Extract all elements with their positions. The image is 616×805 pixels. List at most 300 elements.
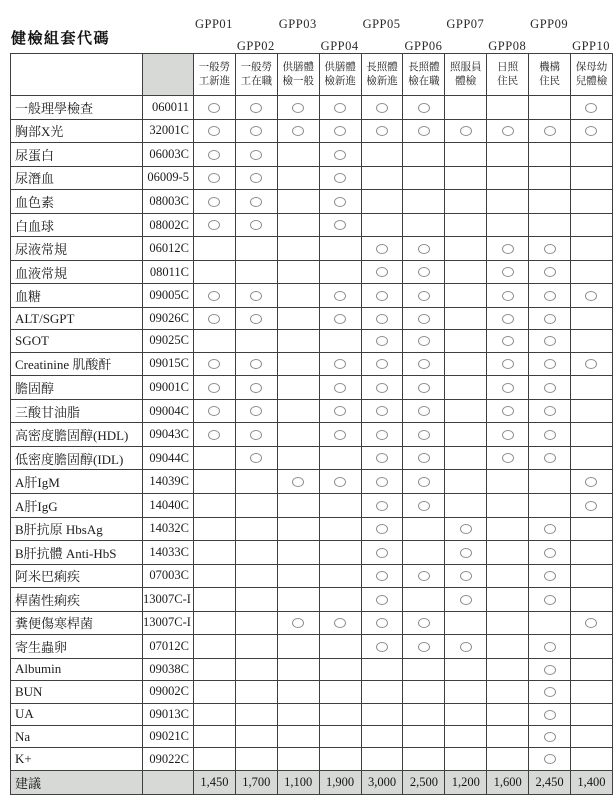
price-cell: 3,000 [361, 771, 403, 795]
mark-cell [319, 352, 361, 376]
mark-cell [529, 470, 571, 494]
mark-cell [361, 237, 403, 261]
mark-cell [571, 446, 613, 470]
mark-cell [319, 119, 361, 143]
footer-code-cell [143, 771, 194, 795]
test-name: 一般理學檢查 [11, 96, 143, 120]
test-code: 09044C [143, 446, 194, 470]
column-header-gpp04: 供膳體 檢新進 [319, 54, 361, 96]
test-code: 07012C [143, 635, 194, 659]
test-code: 09005C [143, 284, 194, 308]
mark-cell [571, 588, 613, 612]
mark-cell [361, 399, 403, 423]
mark-cell [319, 260, 361, 284]
mark-cell [361, 446, 403, 470]
mark-cell [319, 611, 361, 635]
table-row [11, 119, 613, 143]
mark-cell [319, 376, 361, 400]
test-code: 06012C [143, 237, 194, 261]
test-name: 尿液常規 [11, 237, 143, 261]
mark-cell [445, 611, 487, 635]
mark-cell [445, 470, 487, 494]
included-circle-icon [376, 524, 388, 534]
mark-cell [529, 517, 571, 541]
mark-cell [319, 284, 361, 308]
included-circle-icon [585, 103, 597, 113]
mark-cell [445, 517, 487, 541]
table-row [11, 470, 613, 494]
included-circle-icon [460, 571, 472, 581]
mark-cell [277, 611, 319, 635]
mark-cell [319, 564, 361, 588]
test-name: K+ [11, 748, 143, 771]
included-circle-icon [376, 126, 388, 136]
included-circle-icon [418, 642, 430, 652]
mark-cell [361, 423, 403, 447]
table-row [11, 260, 613, 284]
mark-cell [361, 213, 403, 237]
mark-cell [487, 611, 529, 635]
included-circle-icon [250, 430, 262, 440]
included-circle-icon [208, 197, 220, 207]
mark-cell [235, 658, 277, 680]
included-circle-icon [208, 173, 220, 183]
column-code-label: GPP08 [488, 39, 527, 53]
mark-cell [529, 725, 571, 747]
test-code: 13007C-I [143, 611, 194, 635]
mark-cell [403, 611, 445, 635]
mark-cell [487, 517, 529, 541]
included-circle-icon [544, 359, 556, 369]
mark-cell [235, 213, 277, 237]
mark-cell [403, 399, 445, 423]
mark-cell [571, 399, 613, 423]
mark-cell [487, 399, 529, 423]
mark-cell [487, 96, 529, 120]
included-circle-icon [585, 501, 597, 511]
mark-cell [277, 190, 319, 214]
included-circle-icon [208, 150, 220, 160]
mark-cell [487, 681, 529, 703]
table-row [11, 330, 613, 352]
included-circle-icon [376, 642, 388, 652]
included-circle-icon [208, 220, 220, 230]
included-circle-icon [334, 383, 346, 393]
test-code: 08011C [143, 260, 194, 284]
table-row [11, 96, 613, 120]
price-cell: 1,100 [277, 771, 319, 795]
test-code: 14032C [143, 517, 194, 541]
test-name: B肝抗原 HbsAg [11, 517, 143, 541]
mark-cell [235, 119, 277, 143]
mark-cell [403, 143, 445, 167]
included-circle-icon [376, 383, 388, 393]
mark-cell [445, 330, 487, 352]
included-circle-icon [585, 126, 597, 136]
mark-cell [487, 423, 529, 447]
test-code: 09004C [143, 399, 194, 423]
included-circle-icon [250, 453, 262, 463]
included-circle-icon [418, 406, 430, 416]
corner-cell-codes [143, 54, 194, 96]
mark-cell [529, 399, 571, 423]
test-name: ALT/SGPT [11, 307, 143, 329]
column-code-gpp04 [319, 17, 361, 54]
mark-cell [445, 190, 487, 214]
mark-cell [194, 470, 236, 494]
mark-cell [235, 748, 277, 771]
mark-cell [235, 703, 277, 725]
mark-cell [361, 330, 403, 352]
mark-cell [277, 635, 319, 659]
table-row [11, 190, 613, 214]
included-circle-icon [502, 291, 514, 301]
mark-cell [445, 119, 487, 143]
mark-cell [361, 260, 403, 284]
mark-cell [571, 376, 613, 400]
mark-cell [403, 166, 445, 190]
mark-cell [277, 703, 319, 725]
mark-cell [277, 517, 319, 541]
mark-cell [319, 681, 361, 703]
included-circle-icon [334, 430, 346, 440]
test-name: 白血球 [11, 213, 143, 237]
mark-cell [235, 446, 277, 470]
included-circle-icon [544, 383, 556, 393]
column-header-gpp10: 保母幼 兒體檢 [571, 54, 613, 96]
mark-cell [529, 446, 571, 470]
mark-cell [319, 96, 361, 120]
mark-cell [319, 703, 361, 725]
column-code-gpp03 [277, 17, 319, 54]
included-circle-icon [418, 571, 430, 581]
mark-cell [445, 635, 487, 659]
mark-cell [487, 635, 529, 659]
included-circle-icon [418, 314, 430, 324]
table-row [11, 237, 613, 261]
included-circle-icon [544, 267, 556, 277]
mark-cell [194, 517, 236, 541]
column-code-label: GPP01 [194, 17, 233, 31]
mark-cell [277, 564, 319, 588]
included-circle-icon [418, 359, 430, 369]
mark-cell [403, 564, 445, 588]
included-circle-icon [250, 383, 262, 393]
mark-cell [487, 166, 529, 190]
mark-cell [403, 588, 445, 612]
included-circle-icon [460, 595, 472, 605]
test-name: 桿菌性痢疾 [11, 588, 143, 612]
mark-cell [235, 564, 277, 588]
column-code-label: GPP03 [278, 17, 317, 31]
included-circle-icon [544, 571, 556, 581]
mark-cell [571, 725, 613, 747]
mark-cell [319, 517, 361, 541]
mark-cell [319, 725, 361, 747]
test-code: 09015C [143, 352, 194, 376]
included-circle-icon [250, 291, 262, 301]
table-row [11, 143, 613, 167]
included-circle-icon [334, 103, 346, 113]
mark-cell [235, 284, 277, 308]
column-code-label: GPP09 [530, 17, 569, 31]
mark-cell [194, 725, 236, 747]
mark-cell [445, 703, 487, 725]
column-code-label: GPP05 [362, 17, 401, 31]
mark-cell [361, 725, 403, 747]
mark-cell [361, 681, 403, 703]
mark-cell [194, 260, 236, 284]
table-body [11, 96, 613, 771]
page-title: 健檢組套代碼 [11, 31, 111, 47]
included-circle-icon [544, 548, 556, 558]
test-code: 14039C [143, 470, 194, 494]
included-circle-icon [544, 665, 556, 675]
mark-cell [529, 658, 571, 680]
mark-cell [277, 658, 319, 680]
test-name: 糞便傷寒桿菌 [11, 611, 143, 635]
mark-cell [529, 119, 571, 143]
included-circle-icon [376, 244, 388, 254]
included-circle-icon [208, 359, 220, 369]
mark-cell [403, 213, 445, 237]
mark-cell [487, 190, 529, 214]
table-row [11, 748, 613, 771]
price-cell: 1,700 [235, 771, 277, 795]
mark-cell [194, 611, 236, 635]
mark-cell [361, 166, 403, 190]
mark-cell [529, 681, 571, 703]
mark-cell [277, 284, 319, 308]
test-name: A肝IgM [11, 470, 143, 494]
included-circle-icon [334, 477, 346, 487]
test-name: Albumin [11, 658, 143, 680]
mark-cell [319, 493, 361, 517]
test-code: 09021C [143, 725, 194, 747]
mark-cell [361, 748, 403, 771]
mark-cell [487, 143, 529, 167]
mark-cell [194, 330, 236, 352]
included-circle-icon [460, 524, 472, 534]
test-code: 09025C [143, 330, 194, 352]
included-circle-icon [334, 314, 346, 324]
included-circle-icon [250, 314, 262, 324]
test-name: 血色素 [11, 190, 143, 214]
included-circle-icon [250, 359, 262, 369]
mark-cell [529, 284, 571, 308]
header-row [11, 54, 613, 96]
mark-cell [403, 237, 445, 261]
mark-cell [529, 748, 571, 771]
mark-cell [571, 260, 613, 284]
mark-cell [403, 423, 445, 447]
mark-cell [529, 376, 571, 400]
footer-row [11, 771, 613, 795]
included-circle-icon [502, 359, 514, 369]
mark-cell [319, 658, 361, 680]
mark-cell [445, 96, 487, 120]
table-row [11, 588, 613, 612]
mark-cell [361, 611, 403, 635]
mark-cell [529, 493, 571, 517]
mark-cell [403, 352, 445, 376]
column-code-gpp10 [570, 17, 612, 54]
mark-cell [277, 446, 319, 470]
mark-cell [487, 446, 529, 470]
mark-cell [319, 213, 361, 237]
included-circle-icon [376, 336, 388, 346]
included-circle-icon [585, 618, 597, 628]
included-circle-icon [502, 244, 514, 254]
table-row [11, 493, 613, 517]
included-circle-icon [544, 244, 556, 254]
mark-cell [487, 470, 529, 494]
included-circle-icon [418, 501, 430, 511]
mark-cell [235, 635, 277, 659]
mark-cell [235, 190, 277, 214]
mark-cell [194, 119, 236, 143]
mark-cell [235, 352, 277, 376]
mark-cell [445, 725, 487, 747]
mark-cell [194, 493, 236, 517]
mark-cell [277, 119, 319, 143]
column-code-label: GPP06 [404, 39, 443, 53]
column-header-gpp07: 照服員 體檢 [445, 54, 487, 96]
mark-cell [487, 284, 529, 308]
mark-cell [194, 284, 236, 308]
mark-cell [403, 541, 445, 565]
included-circle-icon [376, 359, 388, 369]
included-circle-icon [376, 501, 388, 511]
gpp-code-strip [193, 17, 612, 54]
mark-cell [529, 541, 571, 565]
mark-cell [319, 541, 361, 565]
mark-cell [445, 399, 487, 423]
test-code: 07003C [143, 564, 194, 588]
column-code-gpp02 [235, 17, 277, 54]
mark-cell [403, 376, 445, 400]
table-row [11, 352, 613, 376]
mark-cell [529, 330, 571, 352]
mark-cell [319, 330, 361, 352]
test-name: 阿米巴痢疾 [11, 564, 143, 588]
test-name: 寄生蟲卵 [11, 635, 143, 659]
included-circle-icon [418, 618, 430, 628]
included-circle-icon [544, 430, 556, 440]
mark-cell [277, 725, 319, 747]
included-circle-icon [376, 314, 388, 324]
table-row [11, 307, 613, 329]
mark-cell [487, 376, 529, 400]
mark-cell [403, 307, 445, 329]
mark-cell [319, 423, 361, 447]
mark-cell [277, 376, 319, 400]
included-circle-icon [502, 406, 514, 416]
mark-cell [403, 703, 445, 725]
mark-cell [571, 681, 613, 703]
mark-cell [529, 307, 571, 329]
included-circle-icon [208, 314, 220, 324]
test-code: 06009-5 [143, 166, 194, 190]
table-row [11, 284, 613, 308]
included-circle-icon [460, 548, 472, 558]
column-code-gpp08 [486, 17, 528, 54]
mark-cell [445, 588, 487, 612]
included-circle-icon [334, 126, 346, 136]
included-circle-icon [544, 291, 556, 301]
mark-cell [319, 446, 361, 470]
mark-cell [571, 307, 613, 329]
price-cell: 1,450 [194, 771, 236, 795]
mark-cell [529, 96, 571, 120]
mark-cell [529, 703, 571, 725]
mark-cell [235, 611, 277, 635]
column-code-gpp09 [528, 17, 570, 54]
included-circle-icon [250, 150, 262, 160]
mark-cell [277, 588, 319, 612]
mark-cell [194, 564, 236, 588]
column-header-gpp02: 一般勞 工在職 [235, 54, 277, 96]
test-code: 09001C [143, 376, 194, 400]
included-circle-icon [334, 197, 346, 207]
included-circle-icon [418, 430, 430, 440]
included-circle-icon [502, 267, 514, 277]
test-name: B肝抗體 Anti-HbS [11, 541, 143, 565]
mark-cell [319, 470, 361, 494]
test-code: 09013C [143, 703, 194, 725]
mark-cell [194, 213, 236, 237]
mark-cell [194, 96, 236, 120]
test-name: 三酸甘油脂 [11, 399, 143, 423]
mark-cell [571, 635, 613, 659]
table-row [11, 658, 613, 680]
price-cell: 2,500 [403, 771, 445, 795]
mark-cell [403, 681, 445, 703]
mark-cell [319, 143, 361, 167]
mark-cell [403, 658, 445, 680]
mark-cell [235, 517, 277, 541]
mark-cell [403, 96, 445, 120]
mark-cell [277, 352, 319, 376]
mark-cell [529, 611, 571, 635]
test-name: 膽固醇 [11, 376, 143, 400]
mark-cell [445, 564, 487, 588]
included-circle-icon [334, 618, 346, 628]
mark-cell [445, 307, 487, 329]
mark-cell [571, 352, 613, 376]
mark-cell [487, 658, 529, 680]
included-circle-icon [544, 595, 556, 605]
test-code: 32001C [143, 119, 194, 143]
included-circle-icon [418, 126, 430, 136]
mark-cell [571, 237, 613, 261]
included-circle-icon [376, 618, 388, 628]
mark-cell [571, 703, 613, 725]
mark-cell [403, 284, 445, 308]
mark-cell [571, 119, 613, 143]
mark-cell [361, 470, 403, 494]
mark-cell [403, 330, 445, 352]
test-name: 尿潛血 [11, 166, 143, 190]
mark-cell [571, 423, 613, 447]
mark-cell [319, 307, 361, 329]
mark-cell [235, 493, 277, 517]
included-circle-icon [376, 406, 388, 416]
mark-cell [445, 143, 487, 167]
included-circle-icon [250, 103, 262, 113]
mark-cell [403, 260, 445, 284]
mark-cell [361, 96, 403, 120]
